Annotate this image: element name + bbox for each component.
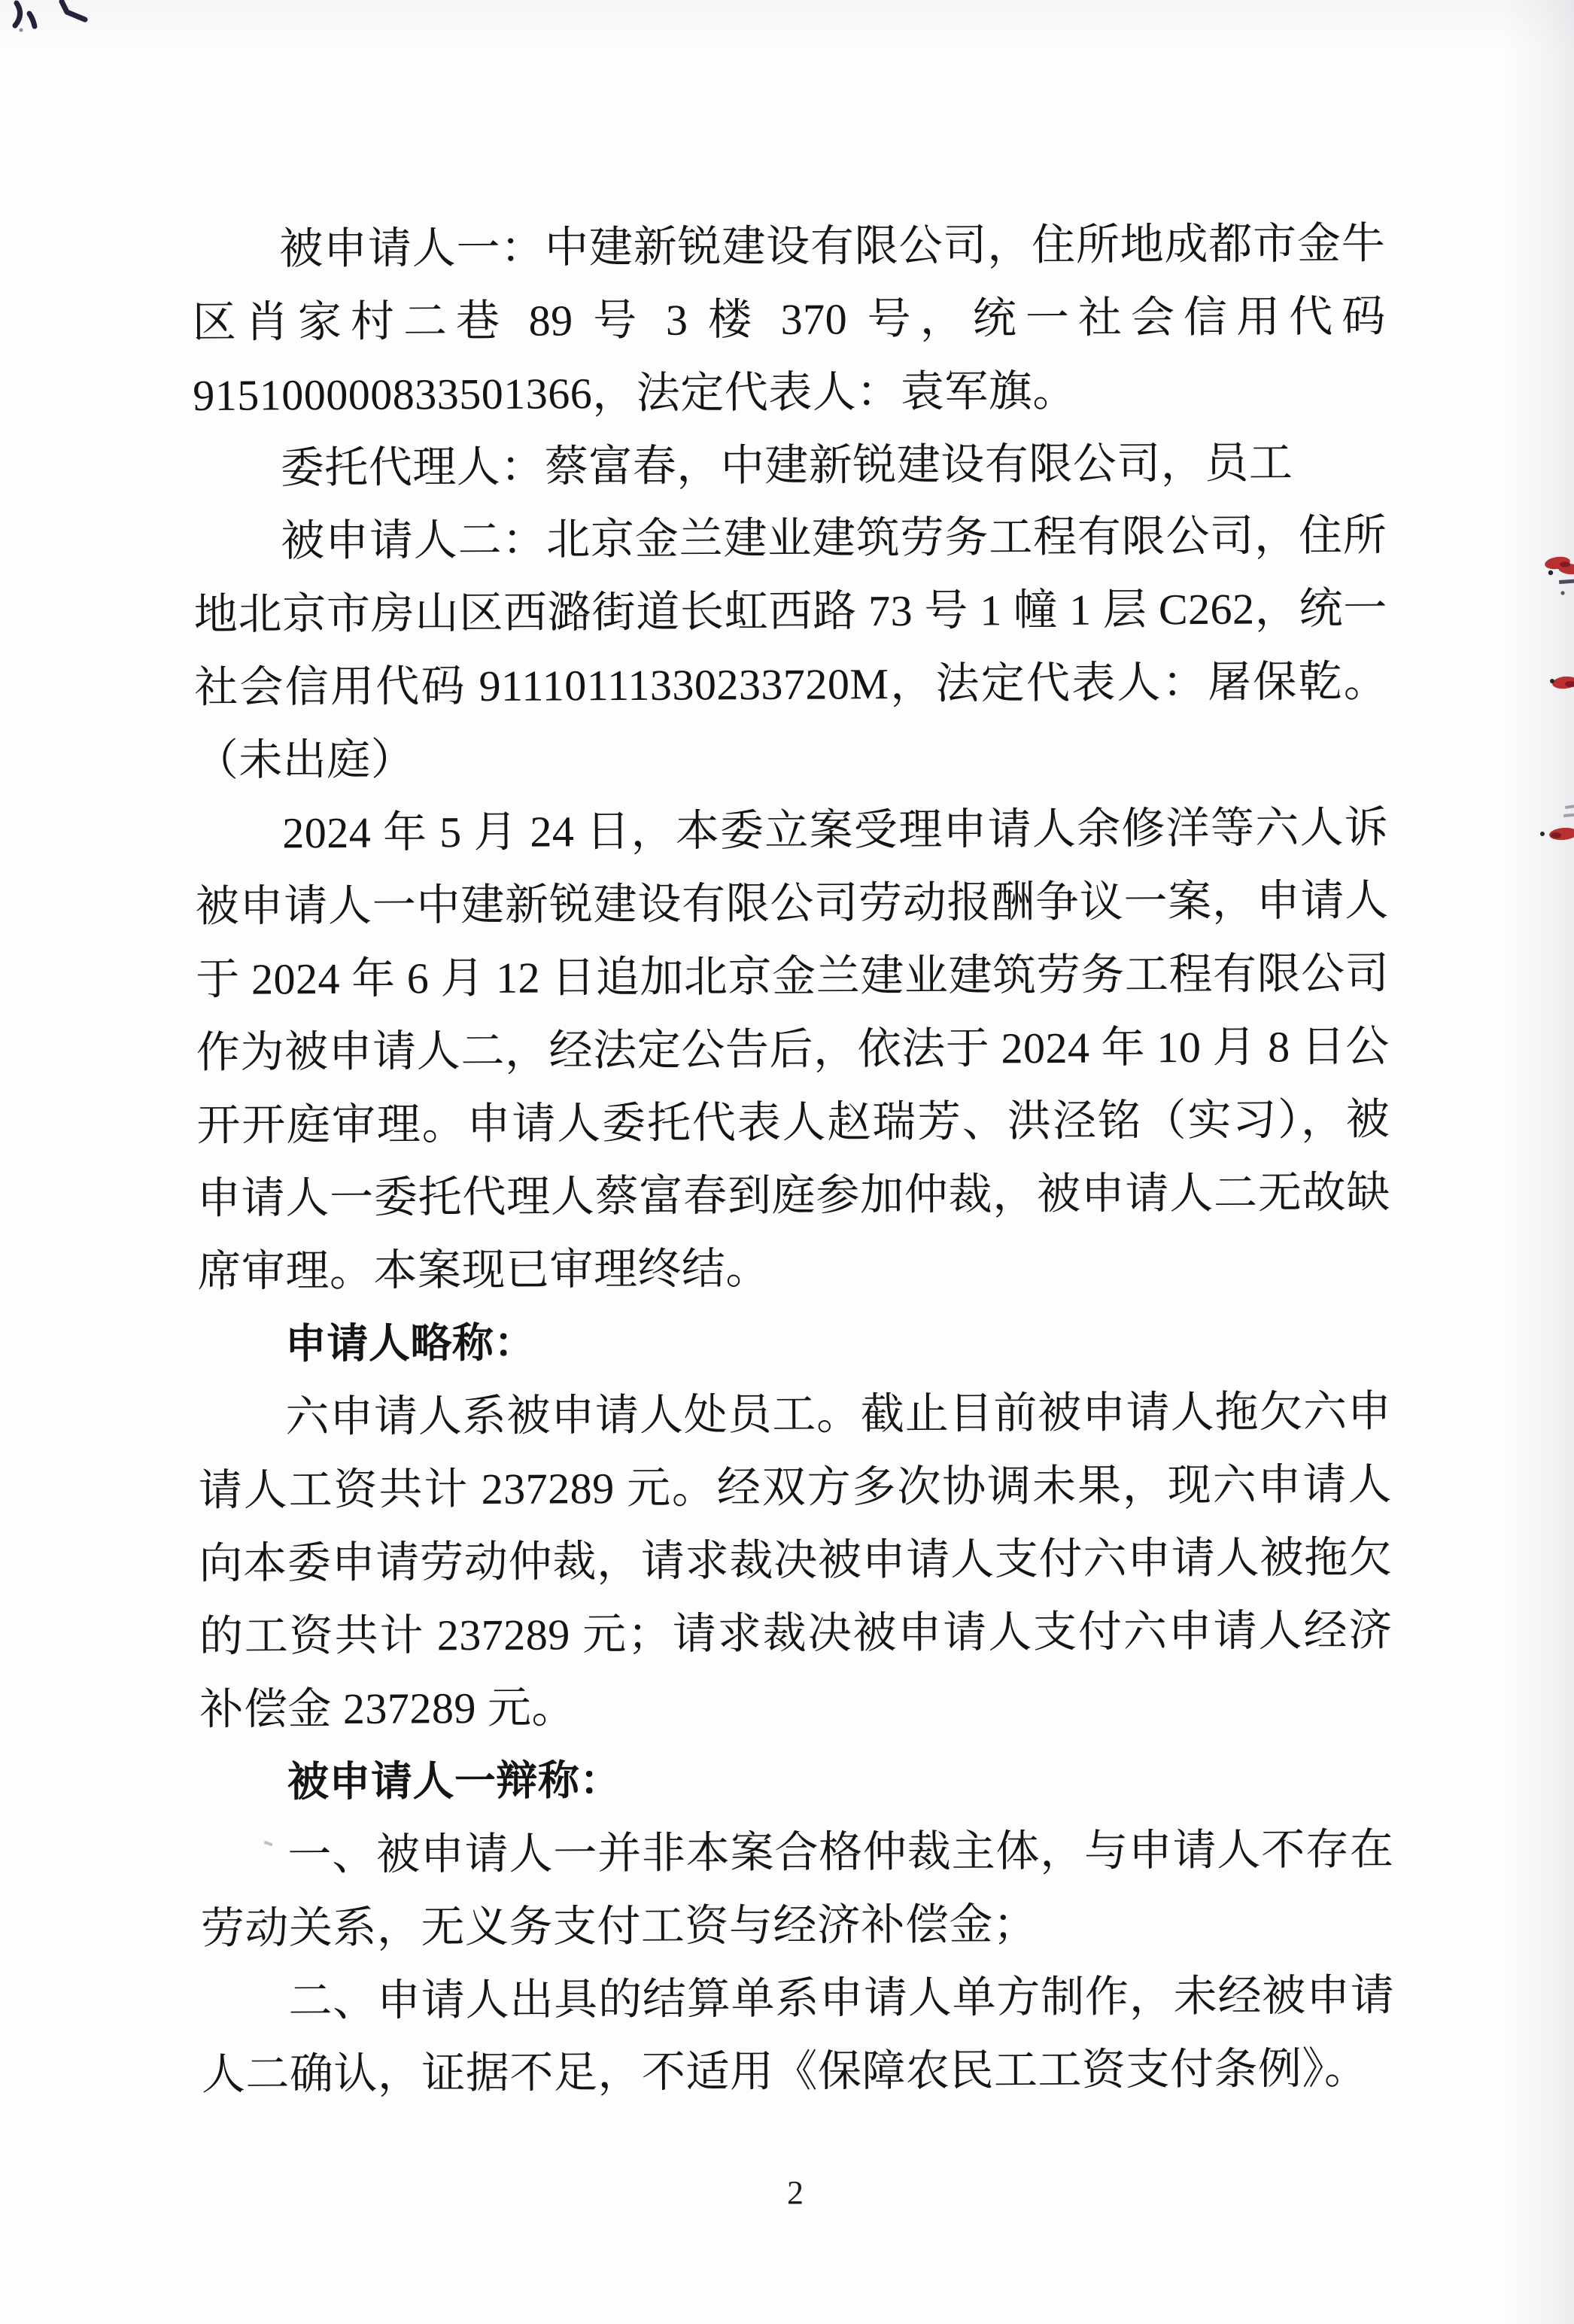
- text-line: 被申请人一：中建新锐建设有限公司，住所地成都市金牛: [279, 218, 1386, 274]
- text-line: 地北京市房山区西潞街道长虹西路 73 号 1 幢 1 层 C262，统一: [193, 583, 1387, 639]
- text-line: 二、申请人出具的结算单系申请人单方制作，未经被申请: [288, 1970, 1395, 2026]
- text-line: 被申请人二：北京金兰建业建筑劳务工程有限公司，住所: [281, 510, 1387, 566]
- scan-shadow-top: [0, 0, 1574, 53]
- text-line: 补偿金 237289 元。: [199, 1683, 576, 1734]
- page-number: 2: [787, 2174, 804, 2211]
- text-line: 2024 年 5 月 24 日，本委立案受理申请人余修洋等六人诉: [282, 802, 1389, 858]
- text-line: 社会信用代码 91110111330233720M，法定代表人：屠保乾。: [194, 656, 1388, 712]
- text-line: 开开庭审理。申请人委托代表人赵瑞芳、洪泾铭（实习），被: [196, 1094, 1390, 1150]
- text-lines: [192, 207, 1395, 2111]
- text-line: 的工资共计 237289 元；请求裁决被申请人支付六申请人经济: [199, 1605, 1393, 1661]
- text-line: 申请人一委托代理人蔡富春到庭参加仲裁，被申请人二无故缺: [196, 1167, 1391, 1223]
- text-line: 席审理。本案现已审理终结。: [197, 1243, 770, 1296]
- text-line: 一、被申请人一并非本案合格仲裁主体，与申请人不存在: [287, 1824, 1394, 1880]
- text-line: 915100000833501366，法定代表人：袁军旗。: [193, 366, 1077, 420]
- text-line: 被申请人一中建新锐建设有限公司劳动报酬争议一案，申请人: [195, 875, 1389, 931]
- text-line: 劳动关系，无义务支付工资与经济补偿金；: [200, 1900, 1038, 1953]
- scan-shadow-right: [1502, 0, 1574, 2324]
- text-line: 作为被申请人二，经法定公告后，依法于 2024 年 10 月 8 日公: [196, 1021, 1390, 1077]
- text-line: 被申请人一辩称：: [287, 1756, 622, 1806]
- text-line: 区肖家村二巷 89 号 3 楼 370 号，统一社会信用代码: [192, 291, 1386, 347]
- text-line: （未出庭）: [194, 735, 415, 785]
- text-line: 向本委申请劳动仲裁，请求裁决被申请人支付六申请人被拖欠: [199, 1532, 1393, 1588]
- text-line: 六申请人系被申请人处员工。截止目前被申请人拖欠六申: [285, 1386, 1392, 1442]
- text-line: 委托代理人：蔡富春，中建新锐建设有限公司，员工: [280, 438, 1293, 493]
- text-line: 人二确认，证据不足，不适用《保障农民工工资支付条例》。: [201, 2043, 1369, 2099]
- text-line: 请人工资共计 237289 元。经双方多次协调未果，现六申请人: [198, 1459, 1393, 1515]
- text-line: 申请人略称：: [284, 1318, 536, 1368]
- text-line: 于 2024 年 6 月 12 日追加北京金兰建业建筑劳务工程有限公司: [196, 948, 1390, 1004]
